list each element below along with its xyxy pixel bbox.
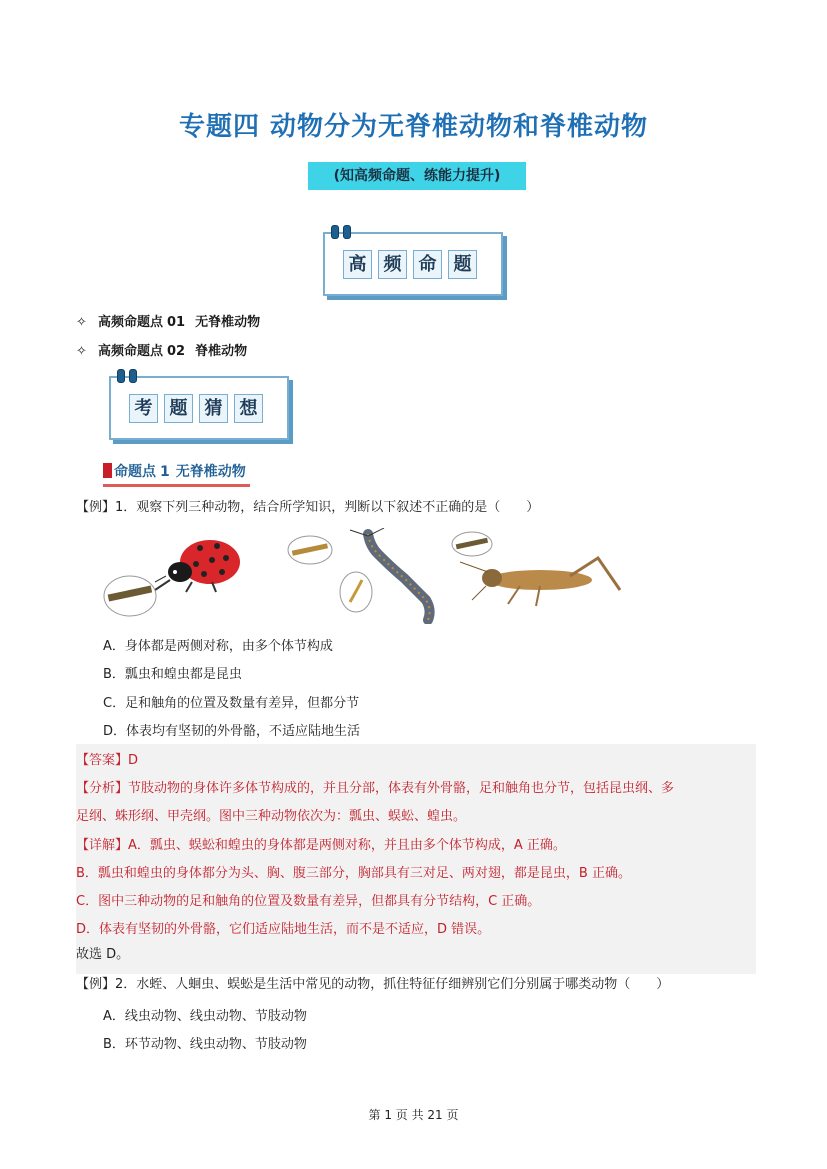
q1-option-c: C．足和触角的位置及数量有差异，但都分节	[103, 696, 360, 711]
q1-option-d: D．体表均有坚韧的外骨骼，不适应陆地生活	[103, 724, 361, 739]
detail-line-c: C．图中三种动物的足和触角的位置及数量有差异，但都具有分节结构，C 正确。	[76, 894, 541, 909]
banner-char: 考	[129, 394, 158, 423]
banner-char: 题	[448, 250, 477, 279]
banner-char: 想	[234, 394, 263, 423]
page-title: 专题四 动物分为无脊椎动物和脊椎动物	[178, 112, 649, 142]
analysis-line-1: 【分析】节肢动物的身体许多体节构成的，并且分部，体表有外骨骼，足和触角也分节，包括昆虫纲、多	[76, 781, 675, 796]
banner-char: 猜	[199, 394, 228, 423]
star-icon: ✧	[76, 315, 87, 330]
detail-line-a: 【详解】A．瓢虫、蜈蚣和蝗虫的身体都是两侧对称，并且由多个体节构成，A 正确。	[76, 838, 566, 853]
conclusion-line: 故选 D。	[76, 947, 130, 962]
subtitle: (知高频命题、练能力提升)	[308, 162, 526, 190]
grasshopper-icon	[452, 532, 620, 606]
detail-line-b: B．瓢虫和蝗虫的身体都分为头、胸、腹三部分，胸部具有三对足、两对翅，都是昆虫，B 正确。	[76, 866, 631, 881]
high-frequency-banner	[323, 232, 503, 296]
analysis-line-2: 足纲、蛛形纲、甲壳纲。图中三种动物依次为：瓢虫、蜈蚣、蝗虫。	[76, 809, 467, 824]
binder-rings-icon	[117, 369, 137, 383]
banner-char: 频	[378, 250, 407, 279]
detail-line-d: D．体表有坚韧的外骨骼，它们适应陆地生活，而不是不适应，D 错误。	[76, 922, 491, 937]
q1-option-a: A．身体都是两侧对称，由多个体节构成	[103, 639, 333, 654]
section-heading: 命题点 1 无脊椎动物	[103, 460, 250, 487]
banner-char: 命	[413, 250, 442, 279]
question-2-stem: 【例】2．水蛭、人蛔虫、蜈蚣是生活中常见的动物，抓住特征仔细辨别它们分别属于哪类动物（ ）	[76, 977, 670, 992]
topic-point-2: ✧ 高频命题点 02 脊椎动物	[76, 344, 248, 359]
star-icon: ✧	[76, 344, 87, 359]
page-number: 第 1 页 共 21 页	[368, 1108, 459, 1122]
red-bar-icon	[103, 463, 112, 478]
answer-line: 【答案】D	[76, 753, 139, 768]
topic-point-1: ✧ 高频命题点 01 无脊椎动物	[76, 315, 261, 330]
animal-illustrations	[100, 528, 640, 624]
binder-rings-icon	[331, 225, 351, 239]
ladybug-icon	[104, 540, 240, 616]
banner-char: 高	[343, 250, 372, 279]
question-1-stem: 【例】1．观察下列三种动物，结合所学知识，判断以下叙述不正确的是（ ）	[76, 500, 540, 515]
exam-guess-banner	[109, 376, 289, 440]
q1-option-b: B．瓢虫和蝗虫都是昆虫	[103, 667, 242, 682]
centipede-icon	[288, 528, 430, 620]
banner-char: 题	[164, 394, 193, 423]
q2-option-b: B．环节动物、线虫动物、节肢动物	[103, 1037, 307, 1052]
q2-option-a: A．线虫动物、线虫动物、节肢动物	[103, 1009, 307, 1024]
